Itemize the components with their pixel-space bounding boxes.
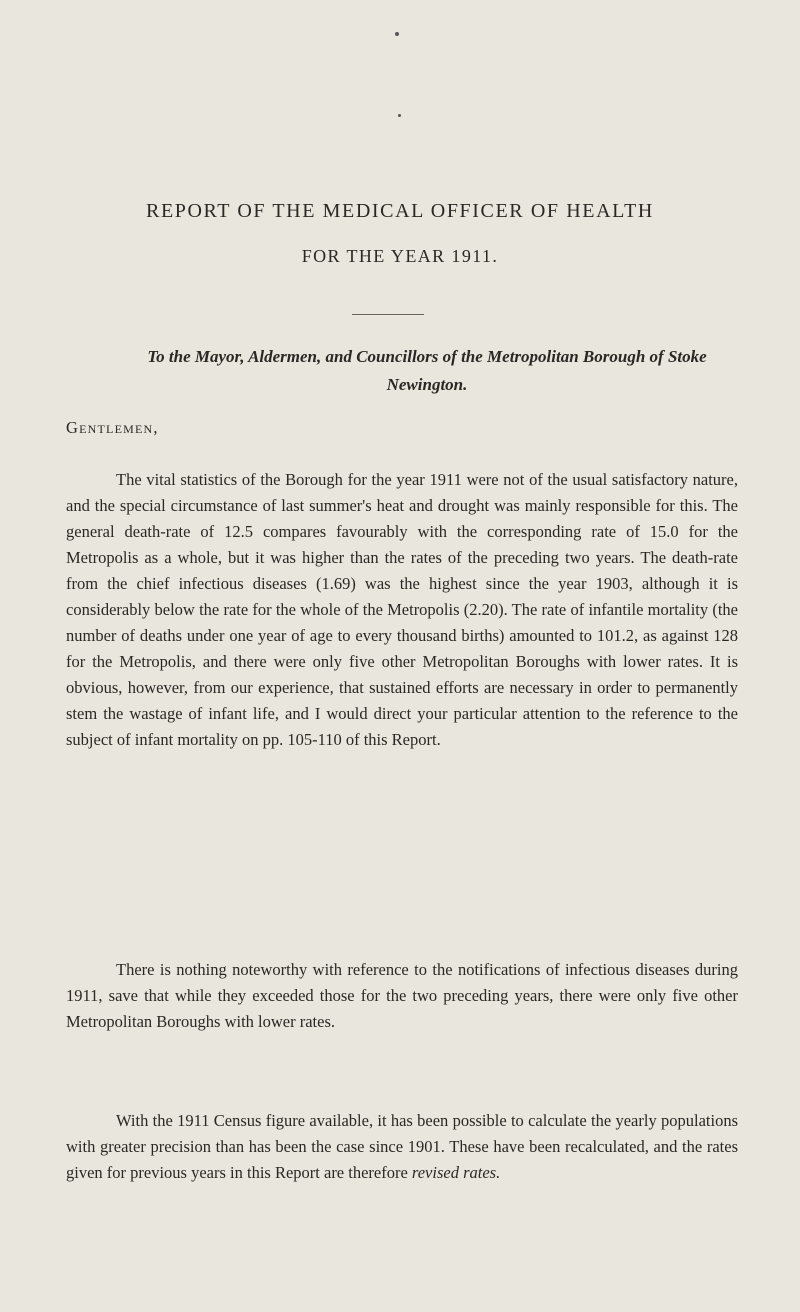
report-title: REPORT OF THE MEDICAL OFFICER OF HEALTH [146,200,654,222]
page-speck [398,114,401,117]
salutation: Gentlemen, [66,418,159,437]
report-year: FOR THE YEAR 1911. [301,246,499,266]
page-speck [395,32,399,36]
census-text: With the 1911 Census figure available, it has been possible to calculate the yearly populations with greater precision than has been the case since 1901. These have been recalculated, and the rates given for previous years in this Report are therefore [66,1111,738,1182]
paragraph-census [66,1108,738,1186]
address-line: To the Mayor, Aldermen, and Councillors of the Metropolitan Borough of Stoke Newington. [147,347,707,394]
paragraph-vital-statistics: The vital statistics of the Borough for the year 1911 were not of the usual satisfactory nature, and the special circumstance of last summer's heat and drought was mainly responsible for this. The general death-rate of 12.5 compares favourably with the corresponding rate of 15.0 for the Metropolis as a whole, but it was higher than the rates of the preceding two years. The death-rate from the chief infectious diseases (1.69) was the highest since the year 1903, although it is considerably below the rate for the whole of the Metropolis (2.20). The rate of infantile mortality (the number of deaths under one year of age to every thousand births) amounted to 101.2, as against 128 for the Metropolis, and there were only five other Metropolitan Boroughs with lower rates. It is obvious, however, from our experience, that sustained efforts are necessary in order to permanently stem the wastage of infant life, and I would direct your particular attention to the reference to the subject of infant mortality on pp. 105-110 of this Report. [66,470,738,749]
title-divider [352,314,424,315]
paragraph-infectious-diseases: There is nothing noteworthy with reference to the notifications of infectious diseases during 1911, save that while they exceeded those for the two preceding years, there were only five other Metropolitan Boroughs with lower rates. [66,960,738,1031]
revised-rates-emphasis: revised rates. [411,1163,501,1182]
